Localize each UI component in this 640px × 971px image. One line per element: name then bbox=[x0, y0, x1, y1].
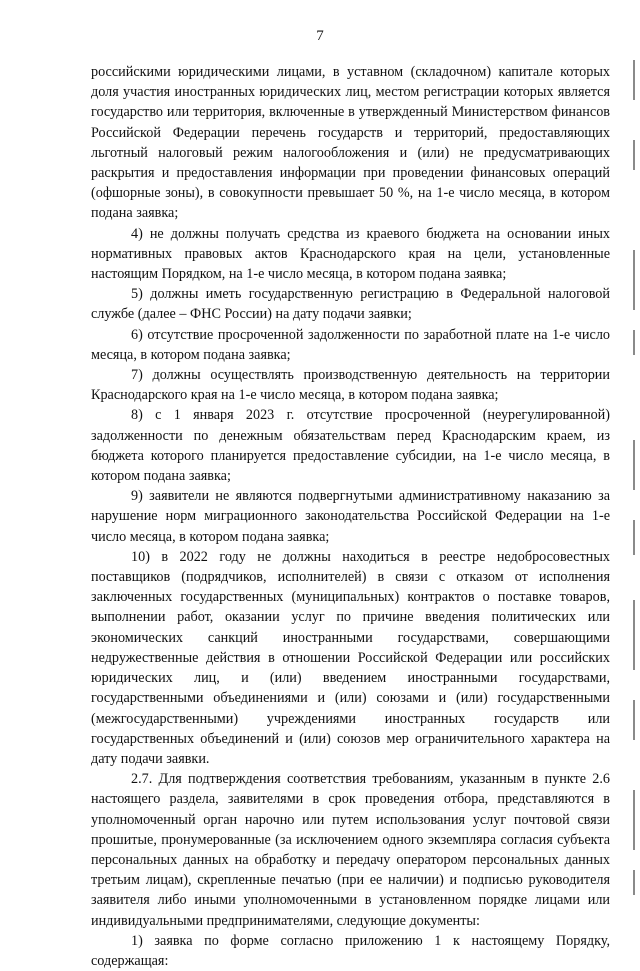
paragraph-subitem-1: 1) заявка по форме согласно приложению 1 к настоящему Порядку, содержащая: bbox=[91, 932, 610, 969]
paragraph-continuation: российскими юридическими лицами, в уставном (складочном) капитале которых доля участия иностранных юридических лиц, местом регистрации которых является государство или территория, включенные в утвержденный Министерством финансов Российской Федерации перечень государств и территорий, предоставляющих льготный налоговый режим налогообложения и (или) не предусматривающих раскрытия и предоставления информации при проведении финансовых операций (офшорные зоны), в совокупности превышает 50 %, на 1-е число месяца, в котором подана заявка; bbox=[91, 64, 610, 222]
paragraph-item-9: 9) заявители не являются подвергнутыми административному наказанию за нарушение норм миграционного законодательства Российской Федерации на 1-е число месяца, в котором подана заявка; bbox=[91, 488, 610, 545]
paragraph-item-10: 10) в 2022 году не должны находиться в реестре недобросовестных поставщиков (подрядчиков, исполнителей) в связи с отказом от исполнения заключенных государственных (муниципальных) контрактов о поставке товаров, выполнении работ, оказании услуг по причине введения политических или экономических санкций иностранными государствами, совершающими недружественные действия в отношении Российской Федерации или российских юридических лиц, и (или) введением иностранными государствами, государственными объединениями и (или) союзами и (или) государственными (межгосударственными) учреждениями иностранных государств или государственных объединений и (или) союзов мер ограничительного характера на дату подачи заявки. bbox=[91, 548, 610, 767]
paragraph-item-6: 6) отсутствие просроченной задолженности по заработной плате на 1-е число месяца, в котором подана заявка; bbox=[91, 326, 610, 363]
document-body bbox=[91, 62, 610, 971]
paragraph-item-5: 5) должны иметь государственную регистрацию в Федеральной налоговой службе (далее – ФНС России) на дату подачи заявки; bbox=[91, 286, 610, 323]
paragraph-item-7: 7) должны осуществлять производственную деятельность на территории Краснодарского края на 1-е число месяца, в котором подана заявка; bbox=[91, 367, 610, 404]
paragraph-item-8: 8) с 1 января 2023 г. отсутствие просроченной (неурегулированной) задолженности по денежным обязательствам перед Краснодарским краем, из бюджета которого планируется предоставление субсидии, на 1-е число месяца, в котором подана заявка; bbox=[91, 407, 610, 485]
page-number: 7 bbox=[316, 28, 324, 44]
scan-binding-edge bbox=[633, 0, 636, 905]
paragraph-item-4: 4) не должны получать средства из краевого бюджета на основании иных нормативных правовых актов Краснодарского края на цели, установленные настоящим Порядком, на 1-е число месяца, в котором подана заявка; bbox=[91, 225, 610, 283]
paragraph-section-2-7: 2.7. Для подтверждения соответствия требованиям, указанным в пункте 2.6 настоящего раздела, заявителями в срок проведения отбора, представляются в уполномоченный орган нарочно или путем использования услуг почтовой связи прошитые, пронумерованные (за исключением одного экземпляра согласия субъекта персональных данных на обработку и передачу оператором персональных данных третьим лицам), скрепленные печатью (при ее наличии) и подписью руководителя заявителя либо иными уполномоченными в установленном порядке лицами или индивидуальными предпринимателями, следующие документы: bbox=[91, 771, 610, 929]
